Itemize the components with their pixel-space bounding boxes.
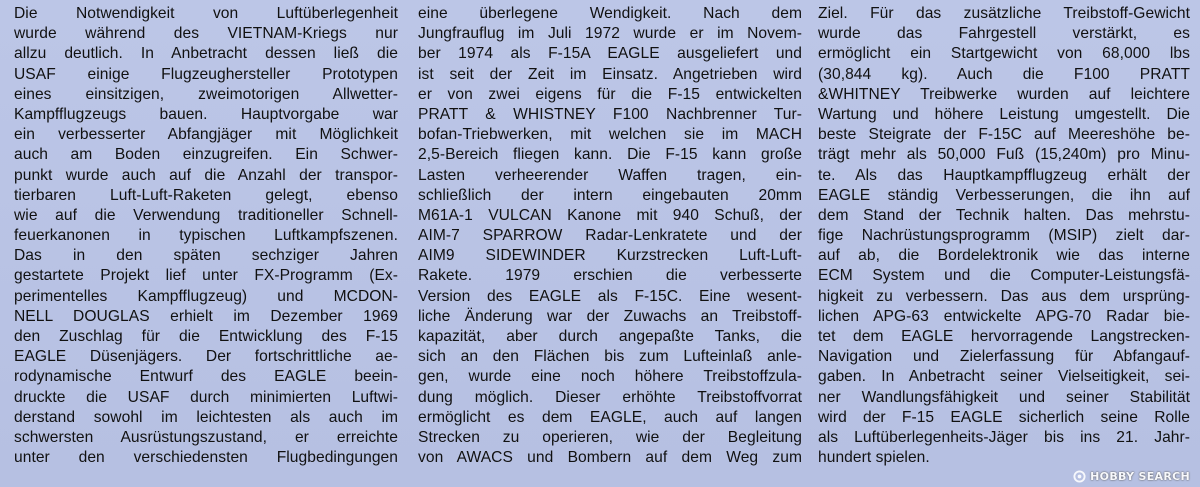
text-line: liche Änderung war der Zuwachs an Treibstoff-: [418, 307, 802, 325]
hobby-search-logo-icon: [1073, 470, 1086, 483]
text-line: ist seit der Zeit im Einsatz. Angetrieben wird: [418, 65, 802, 83]
text-line: gestartete Projekt lief unter FX-Programm (Ex-: [14, 267, 398, 285]
text-line: EAGLE Düsenjägers. Der fortschrittliche ae-: [14, 348, 398, 366]
text-column-2: [418, 4, 802, 468]
text-line: &WHITNEY Treibwerke wurden auf leichtere: [818, 85, 1190, 103]
text-line: auf ab, die Bordelektronik wie das interne: [818, 247, 1190, 265]
text-line: EAGLE ständig Verbesserungen, die ihn auf: [818, 186, 1190, 204]
text-line: higkeit zu verbessern. Das aus dem ursprüng-: [818, 287, 1190, 305]
text-line: trägt mehr als 50,000 Fuß (15,240m) pro Minu-: [818, 146, 1190, 164]
text-line: schwersten Ausrüstungszustand, er erreichte: [14, 428, 398, 446]
text-line: (30,844 kg). Auch die F100 PRATT: [818, 65, 1190, 83]
text-line: Version des EAGLE als F-15C. Eine wesent-: [418, 287, 802, 305]
text-line: auch am Boden einzugreifen. Ein Schwer-: [14, 146, 398, 164]
text-line: dung möglich. Dieser erhöhte Treibstoffvorrat: [418, 388, 802, 406]
text-line: ner Wandlungsfähigkeit und seiner Stabilität: [818, 388, 1190, 406]
text-line: Das in den späten sechziger Jahren: [14, 247, 398, 265]
text-line: Jungfrauflug im Juli 1972 wurde er im Novem-: [418, 25, 802, 43]
text-line: wurde das Fahrgestell verstärkt, es: [818, 25, 1190, 43]
text-line: schließlich der intern eingebauten 20mm: [418, 186, 802, 204]
text-line: Lasten verheerender Waffen tragen, ein-: [418, 166, 802, 184]
text-line: gaben. In Anbetracht seiner Vielseitigkeit, sei-: [818, 368, 1190, 386]
text-line: bofan-Triebwerken, mit welchen sie im MACH: [418, 126, 802, 144]
text-line: den Zuschlag für die Entwicklung des F-15: [14, 328, 398, 345]
text-line: Wartung und höhere Leistung umgestellt. Die: [818, 105, 1190, 123]
text-line: wurde während des VIETNAM-Kriegs nur: [14, 25, 398, 43]
text-line: ein verbesserter Abfangjäger mit Möglichkeit: [14, 126, 398, 144]
text-line: NELL DOUGLAS erhielt im Dezember 1969: [14, 307, 398, 325]
text-line: USAF einige Flugzeughersteller Prototypen: [14, 65, 398, 83]
text-line: eine überlegene Wendigkeit. Nach dem: [418, 5, 802, 22]
text-line: Navigation und Zielerfassung für Abfangauf-: [818, 348, 1190, 366]
text-line: lichen APG-63 entwickelte APG-70 Radar bie-: [818, 307, 1190, 325]
text-column-1: [14, 4, 398, 468]
text-line: kapazität, aber durch angepaßte Tanks, die: [418, 328, 802, 345]
text-line: wird der F-15 EAGLE sicherlich seine Rolle: [818, 408, 1190, 426]
text-line: feuerkanonen in typischen Luftkampfszenen.: [14, 227, 398, 245]
text-line: als Luftüberlegenheits-Jäger bis ins 21. Jahr-: [818, 428, 1190, 446]
text-line: hundert spielen.: [818, 449, 930, 467]
text-line: tierbaren Luft-Luft-Raketen gelegt, ebenso: [14, 186, 398, 204]
text-line: PRATT & WHISTNEY F100 Nachbrenner Tur-: [418, 105, 802, 123]
text-line: dem Stand der Technik halten. Das mehrstu-: [818, 206, 1190, 224]
text-line: druckte die USAF durch minimierten Luftwi-: [14, 388, 398, 406]
text-line: eines einsitzigen, zweimotorigen Allwetter-: [14, 85, 398, 103]
text-line: rodynamische Entwurf des EAGLE beein-: [14, 368, 398, 386]
text-line: von AWACS und Bombern auf dem Weg zum: [418, 449, 802, 467]
text-line: punkt wurde auch auf die Anzahl der transpor-: [14, 166, 398, 184]
text-line: Kampfflugzeugs bauen. Hauptvorgabe war: [14, 105, 398, 123]
text-line: tet dem EAGLE hervorragende Langstrecken-: [818, 328, 1190, 345]
text-line: 2,5-Bereich fliegen kann. Die F-15 kann große: [418, 146, 802, 164]
text-line: te. Als das Hauptkampfflugzeug erhält der: [818, 166, 1190, 184]
text-line: allzu deutlich. In Anbetracht dessen ließ die: [14, 45, 398, 63]
text-line: perimentelles Kampfflugzeug) und MCDON-: [14, 287, 398, 305]
text-line: ermöglicht es dem EAGLE, auch auf langen: [418, 408, 802, 426]
text-line: ermöglicht ein Startgewicht von 68,000 lbs: [818, 45, 1190, 63]
text-line: AIM-7 SPARROW Radar-Lenkratete und der: [418, 227, 802, 245]
text-line: beste Steigrate der F-15C auf Meereshöhe be-: [818, 126, 1190, 144]
text-line: ECM System und die Computer-Leistungsfä-: [818, 267, 1190, 285]
text-line: AIM9 SIDEWINDER Kurzstrecken Luft-Luft-: [418, 247, 802, 265]
text-line: unter den verschiedensten Flugbedingungen: [14, 449, 398, 467]
text-column-3: [818, 4, 1190, 468]
text-line: fige Nachrüstungsprogramm (MSIP) zielt dar-: [818, 227, 1190, 245]
text-line: ber 1974 als F-15A EAGLE ausgeliefert und: [418, 45, 802, 63]
text-line: Rakete. 1979 erschien die verbesserte: [418, 267, 802, 285]
watermark: [1073, 470, 1190, 483]
text-line: Die Notwendigkeit von Luftüberlegenheit: [14, 5, 398, 22]
text-line: wie auf die Verwendung traditioneller Schnell-: [14, 206, 398, 224]
text-line: Ziel. Für das zusätzliche Treibstoff-Gewicht: [818, 5, 1190, 22]
text-line: er von zwei eigens für die F-15 entwickelten: [418, 85, 802, 103]
text-line: M61A-1 VULCAN Kanone mit 940 Schuß, der: [418, 206, 802, 224]
text-line: sich an den Flächen bis zum Lufteinlaß anle-: [418, 348, 802, 366]
text-line: derstand sowohl im leichtesten als auch im: [14, 408, 398, 426]
text-line: Strecken zu operieren, wie der Begleitung: [418, 428, 802, 446]
text-line: gen, wurde eine noch höhere Treibstoffzula-: [418, 368, 802, 386]
watermark-text: HOBBY SEARCH: [1090, 470, 1190, 483]
